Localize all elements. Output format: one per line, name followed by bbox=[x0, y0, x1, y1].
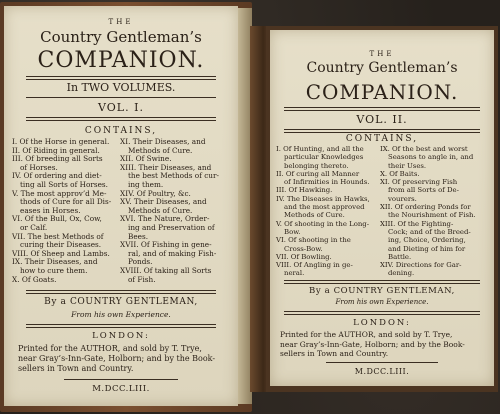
title-line1: Country Gentleman’s bbox=[40, 28, 202, 46]
contents-item: Cock; and of the Breed- bbox=[388, 227, 471, 236]
contents-item: Bees. bbox=[128, 231, 149, 241]
contents-item: the Nourishment of Fish. bbox=[388, 211, 476, 220]
title-the: THE bbox=[369, 50, 395, 58]
contents-item: XI. Their Diseases, and bbox=[120, 137, 206, 146]
contents-item: XVI. The Nature, Order- bbox=[120, 214, 210, 224]
imprint-text bbox=[280, 330, 465, 359]
contents-item: XV. Their Diseases, and bbox=[120, 197, 207, 207]
title-page-vol2 bbox=[270, 30, 494, 386]
experience-line: From his own Experience. bbox=[71, 310, 171, 319]
contents-item: IX. Of the best and worst bbox=[380, 145, 468, 153]
contents-column-1 bbox=[12, 138, 111, 284]
volume-number: VOL. II. bbox=[356, 113, 408, 126]
contents-item: XIV. Directions for Gar- bbox=[380, 261, 462, 270]
contents-item: Methods of Cure. bbox=[128, 205, 193, 215]
rule bbox=[26, 97, 216, 98]
imprint-date: M.DCC.LIII. bbox=[92, 384, 150, 394]
contents-item: ing them. bbox=[128, 179, 164, 189]
by-line: By a COUNTRY GENTLEMAN, bbox=[309, 286, 455, 296]
contents-item: of Horses. bbox=[20, 162, 58, 172]
contents-item: V. Of shooting in the Long- bbox=[276, 219, 370, 228]
contents-item: IX. Their Diseases, and bbox=[12, 257, 98, 267]
contents-item: ting all Sorts of Horses. bbox=[20, 179, 108, 189]
contents-item: XVII. Of Fishing in gene- bbox=[120, 240, 212, 250]
contents-item: II. Of Riding in general. bbox=[12, 145, 100, 155]
contents-item: Methods of Cure. bbox=[284, 211, 345, 220]
contents-item: Bow. bbox=[284, 227, 301, 236]
experience-line: From his own Experience. bbox=[335, 298, 429, 306]
volume-number: VOL. I. bbox=[98, 101, 144, 114]
contents-item: XIII. Their Diseases, and bbox=[120, 162, 212, 172]
contents-item: vourers. bbox=[388, 194, 417, 203]
contents-item: IV. Of ordering and diet- bbox=[12, 171, 102, 181]
contents-item: the best Methods of cur- bbox=[128, 171, 219, 181]
contents-item: VI. Of shooting in the bbox=[276, 236, 351, 245]
imprint-line: near Gray’s-Inn-Gate, Holborn; and by the Book- bbox=[280, 339, 465, 349]
rule bbox=[284, 129, 480, 133]
contents-item: thods of Cure for all Dis- bbox=[20, 197, 112, 207]
contents-item: I. Of the Horse in general. bbox=[12, 137, 110, 146]
contents-item: dening. bbox=[388, 269, 415, 278]
rule bbox=[64, 379, 178, 380]
contents-item: XI. Of preserving Fish bbox=[380, 178, 458, 187]
imprint-line: Printed for the AUTHOR, and sold by T. Trye, bbox=[18, 344, 202, 353]
contents-item: VII. The best Methods of bbox=[12, 231, 104, 241]
contents-item: ral, and of making Fish- bbox=[128, 248, 217, 258]
contents-item: XIII. Of the Fighting- bbox=[380, 219, 454, 228]
rule bbox=[26, 117, 216, 121]
contents-item: XVIII. Of taking all Sorts bbox=[120, 265, 212, 275]
contents-item: particular Knowledges bbox=[284, 153, 364, 162]
contents-item: X. Of Goats. bbox=[12, 274, 57, 284]
contents-item: curing their Diseases. bbox=[20, 240, 102, 250]
imprint-text bbox=[18, 344, 215, 374]
contents-item: VI. Of the Bull, Ox, Cow, bbox=[12, 214, 102, 224]
contents-item: IV. The Diseases in Hawks, bbox=[276, 194, 370, 203]
contents-item: XIV. Of Poultry, &c. bbox=[120, 188, 191, 198]
contents-item: III. Of breeding all Sorts bbox=[12, 154, 103, 164]
contents-item: V. The most approv’d Me- bbox=[12, 188, 107, 198]
contents-item: of Infirmities in Hounds. bbox=[284, 178, 370, 187]
rule bbox=[26, 76, 216, 80]
contents-item: XII. Of Swine. bbox=[120, 154, 172, 164]
imprint-city: LONDON: bbox=[353, 318, 411, 328]
contents-item: II. Of curing all Manner bbox=[276, 169, 360, 178]
contents-item: their Uses. bbox=[388, 161, 427, 170]
contents-column-2 bbox=[380, 145, 476, 278]
contents-item: XII. Of ordering Ponds for bbox=[380, 203, 471, 212]
contents-item: belonging thereto. bbox=[284, 161, 349, 170]
title-line2: COMPANION. bbox=[37, 48, 205, 73]
contents-item: VIII. Of Sheep and Lambs. bbox=[12, 248, 110, 258]
contents-item: Seasons to angle in, and bbox=[388, 153, 474, 162]
title-the: THE bbox=[108, 18, 134, 26]
contents-item: ing and Preservation of bbox=[128, 222, 215, 232]
contents-item: eases in Horses. bbox=[20, 205, 81, 215]
contents-item: I. Of Hunting, and all the bbox=[276, 145, 364, 153]
contents-item: VII. Of Bowling. bbox=[276, 252, 332, 261]
contents-heading: CONTAINS, bbox=[345, 134, 419, 144]
contents-item: Ponds. bbox=[128, 257, 153, 267]
volumes-note: In TWO VOLUMES. bbox=[66, 81, 176, 94]
contents-item: or Calf. bbox=[20, 222, 48, 232]
rule bbox=[284, 107, 480, 111]
contents-column-1 bbox=[276, 145, 370, 278]
imprint-line: sellers in Town and Country. bbox=[280, 349, 389, 358]
contents-item: and Dieting of him for bbox=[388, 244, 466, 253]
contents-item: Cross-Bow. bbox=[284, 244, 323, 253]
rule bbox=[284, 311, 480, 315]
contents-heading: CONTAINS, bbox=[84, 126, 158, 136]
contents-column-2 bbox=[120, 138, 219, 284]
contents-item: Battle. bbox=[388, 252, 412, 261]
title-page-vol1 bbox=[4, 6, 238, 406]
contents-item: III. Of Hawking. bbox=[276, 186, 333, 195]
imprint-line: Printed for the AUTHOR, and sold by T. Trye, bbox=[280, 330, 453, 339]
contents-item: neral. bbox=[284, 269, 305, 278]
rule bbox=[26, 290, 216, 294]
imprint-date: M.DCC.LIII. bbox=[354, 367, 410, 376]
imprint-city: LONDON: bbox=[92, 331, 150, 341]
imprint-line: sellers in Town and Country. bbox=[18, 364, 134, 373]
rule bbox=[26, 324, 216, 328]
contents-item: and the most approved bbox=[284, 203, 365, 212]
title-line2: COMPANION. bbox=[305, 80, 459, 104]
contents-item: Methods of Cure. bbox=[128, 145, 193, 155]
rule bbox=[326, 362, 438, 363]
by-line: By a COUNTRY GENTLEMAN, bbox=[44, 297, 198, 307]
contents-item: how to cure them. bbox=[20, 265, 88, 275]
imprint-line: near Gray’s-Inn-Gate, Holborn; and by the Book- bbox=[18, 354, 216, 363]
rule bbox=[284, 280, 480, 284]
contents-item: of Fish. bbox=[128, 274, 156, 284]
contents-item: VIII. Of Angling in ge- bbox=[276, 261, 353, 270]
title-line1: Country Gentleman’s bbox=[306, 60, 458, 76]
contents-item: ing, Choice, Ordering, bbox=[388, 236, 466, 245]
contents-item: from all Sorts of De- bbox=[388, 186, 459, 195]
contents-item: X. Of Baits. bbox=[380, 169, 420, 178]
